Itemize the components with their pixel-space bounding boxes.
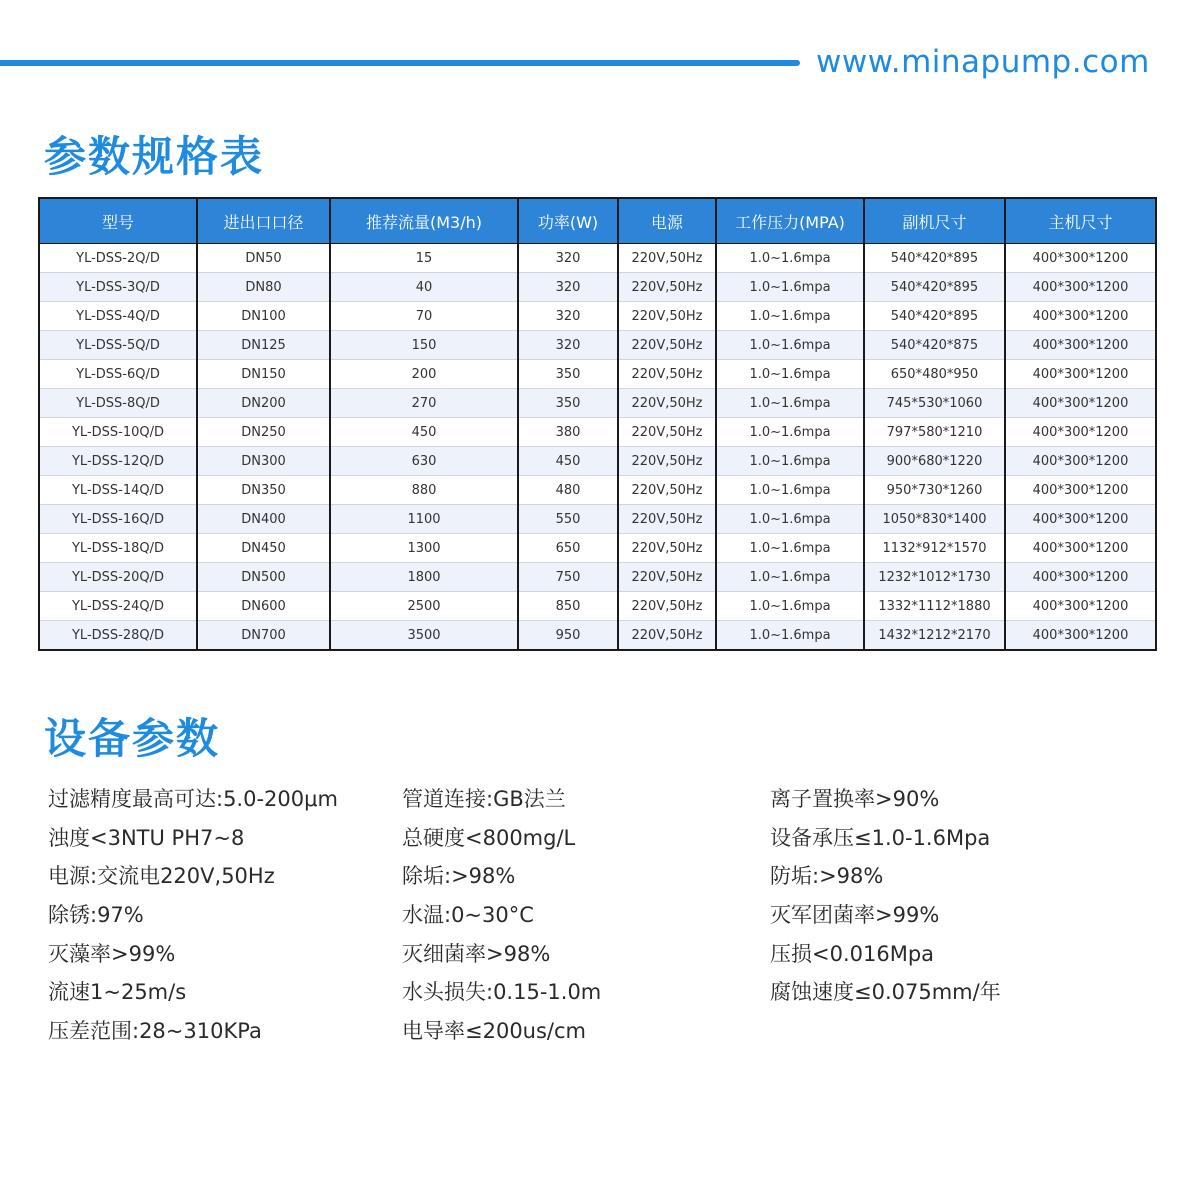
table-cell: DN500 — [197, 563, 330, 592]
param-item: 离子置换率>90% — [770, 787, 940, 811]
table-cell: 220V,50Hz — [618, 505, 716, 534]
table-cell: YL-DSS-28Q/D — [39, 621, 197, 651]
column-header: 工作压力(MPA) — [716, 198, 864, 244]
table-cell: DN150 — [197, 360, 330, 389]
table-cell: 220V,50Hz — [618, 447, 716, 476]
table-cell: YL-DSS-24Q/D — [39, 592, 197, 621]
table-cell: 220V,50Hz — [618, 621, 716, 651]
table-cell: 1.0~1.6mpa — [716, 302, 864, 331]
table-cell: 450 — [330, 418, 518, 447]
table-cell: 1.0~1.6mpa — [716, 331, 864, 360]
params-column-1 — [48, 780, 338, 1051]
table-cell: 220V,50Hz — [618, 360, 716, 389]
table-row — [39, 476, 1156, 505]
table-row — [39, 534, 1156, 563]
table-cell: 40 — [330, 273, 518, 302]
table-cell: 320 — [518, 273, 618, 302]
param-item: 管道连接:GB法兰 — [402, 787, 566, 811]
table-cell: 3500 — [330, 621, 518, 651]
table-cell: DN125 — [197, 331, 330, 360]
table-cell: 1332*1112*1880 — [864, 592, 1005, 621]
table-cell: 220V,50Hz — [618, 534, 716, 563]
table-cell: YL-DSS-10Q/D — [39, 418, 197, 447]
table-cell: 1.0~1.6mpa — [716, 563, 864, 592]
table-cell: 220V,50Hz — [618, 302, 716, 331]
table-cell: YL-DSS-18Q/D — [39, 534, 197, 563]
table-cell: 400*300*1200 — [1005, 476, 1156, 505]
table-cell: 850 — [518, 592, 618, 621]
param-item: 水温:0~30°C — [402, 903, 534, 928]
table-cell: 950*730*1260 — [864, 476, 1005, 505]
table-row — [39, 273, 1156, 302]
table-cell: 745*530*1060 — [864, 389, 1005, 418]
table-cell: 220V,50Hz — [618, 476, 716, 505]
table-cell: 400*300*1200 — [1005, 273, 1156, 302]
table-cell: 1.0~1.6mpa — [716, 389, 864, 418]
table-cell: 15 — [330, 244, 518, 273]
table-cell: 1300 — [330, 534, 518, 563]
table-row — [39, 592, 1156, 621]
param-item: 除锈:97% — [48, 903, 144, 928]
table-cell: DN300 — [197, 447, 330, 476]
table-cell: 450 — [518, 447, 618, 476]
table-row — [39, 331, 1156, 360]
table-cell: 350 — [518, 389, 618, 418]
table-cell: YL-DSS-6Q/D — [39, 360, 197, 389]
param-item: 浊度<3NTU PH7~8 — [48, 825, 245, 850]
spec-table — [38, 197, 1157, 651]
table-cell: 270 — [330, 389, 518, 418]
table-cell: 1132*912*1570 — [864, 534, 1005, 563]
table-cell: 1.0~1.6mpa — [716, 418, 864, 447]
table-cell: 400*300*1200 — [1005, 534, 1156, 563]
table-cell: 150 — [330, 331, 518, 360]
table-cell: 400*300*1200 — [1005, 244, 1156, 273]
param-item: 灭藻率>99% — [48, 941, 176, 966]
table-row — [39, 302, 1156, 331]
param-item: 除垢:>98% — [402, 864, 516, 889]
table-cell: 550 — [518, 505, 618, 534]
table-cell: 1232*1012*1730 — [864, 563, 1005, 592]
params-column-3 — [770, 780, 1001, 1012]
table-cell: 1432*1212*2170 — [864, 621, 1005, 651]
table-cell: 220V,50Hz — [618, 592, 716, 621]
table-cell: 220V,50Hz — [618, 418, 716, 447]
table-cell: 650*480*950 — [864, 360, 1005, 389]
param-item: 电导率≤200us/cm — [402, 1019, 587, 1044]
table-cell: 1100 — [330, 505, 518, 534]
param-item: 灭细菌率>98% — [402, 941, 551, 966]
param-item: 压损<0.016Mpa — [770, 941, 935, 966]
param-item: 腐蚀速度≤0.075mm/年 — [770, 980, 1001, 1005]
param-item: 防垢:>98% — [770, 864, 884, 889]
table-cell: 400*300*1200 — [1005, 418, 1156, 447]
table-cell: 320 — [518, 244, 618, 273]
table-cell: 320 — [518, 302, 618, 331]
table-cell: 540*420*895 — [864, 244, 1005, 273]
table-cell: 1.0~1.6mpa — [716, 592, 864, 621]
table-cell: 480 — [518, 476, 618, 505]
table-cell: 880 — [330, 476, 518, 505]
column-header: 进出口口径 — [197, 198, 330, 244]
param-item: 水头损失:0.15-1.0m — [402, 980, 602, 1005]
table-row — [39, 505, 1156, 534]
table-cell: 70 — [330, 302, 518, 331]
table-cell: YL-DSS-14Q/D — [39, 476, 197, 505]
table-cell: DN80 — [197, 273, 330, 302]
column-header: 副机尺寸 — [864, 198, 1005, 244]
table-cell: 630 — [330, 447, 518, 476]
table-cell: 797*580*1210 — [864, 418, 1005, 447]
table-cell: 1.0~1.6mpa — [716, 534, 864, 563]
table-cell: DN200 — [197, 389, 330, 418]
table-cell: 1.0~1.6mpa — [716, 447, 864, 476]
column-header: 推荐流量(M3/h) — [330, 198, 518, 244]
column-header: 功率(W) — [518, 198, 618, 244]
param-item: 设备承压≤1.0-1.6Mpa — [770, 825, 991, 850]
table-cell: 220V,50Hz — [618, 331, 716, 360]
table-cell: DN700 — [197, 621, 330, 651]
equipment-params — [48, 780, 1148, 1060]
table-cell: DN50 — [197, 244, 330, 273]
table-cell: 400*300*1200 — [1005, 505, 1156, 534]
table-row — [39, 244, 1156, 273]
table-cell: 400*300*1200 — [1005, 360, 1156, 389]
table-cell: DN600 — [197, 592, 330, 621]
table-cell: 1800 — [330, 563, 518, 592]
table-cell: 220V,50Hz — [618, 244, 716, 273]
table-cell: DN350 — [197, 476, 330, 505]
table-cell: 220V,50Hz — [618, 389, 716, 418]
table-cell: 220V,50Hz — [618, 563, 716, 592]
table-cell: 540*420*895 — [864, 273, 1005, 302]
table-cell: 1.0~1.6mpa — [716, 621, 864, 651]
table-cell: YL-DSS-20Q/D — [39, 563, 197, 592]
spec-table-title: 参数规格表 — [44, 132, 265, 181]
table-cell: 350 — [518, 360, 618, 389]
table-cell: 950 — [518, 621, 618, 651]
table-cell: 400*300*1200 — [1005, 621, 1156, 651]
column-header: 主机尺寸 — [1005, 198, 1156, 244]
table-cell: DN100 — [197, 302, 330, 331]
param-item: 总硬度<800mg/L — [402, 825, 576, 850]
table-cell: YL-DSS-16Q/D — [39, 505, 197, 534]
table-cell: 1.0~1.6mpa — [716, 273, 864, 302]
param-item: 灭军团菌率>99% — [770, 903, 940, 928]
table-cell: 750 — [518, 563, 618, 592]
param-item: 电源:交流电220V,50Hz — [48, 864, 275, 889]
header-accent-line — [0, 60, 800, 66]
table-cell: 320 — [518, 331, 618, 360]
table-cell: DN450 — [197, 534, 330, 563]
table-cell: 650 — [518, 534, 618, 563]
param-item: 流速1~25m/s — [48, 980, 187, 1005]
table-cell: 400*300*1200 — [1005, 563, 1156, 592]
table-cell: 400*300*1200 — [1005, 302, 1156, 331]
table-cell: 380 — [518, 418, 618, 447]
website-url[interactable]: www.minapump.com — [816, 44, 1150, 80]
table-cell: 1.0~1.6mpa — [716, 360, 864, 389]
table-cell: 1.0~1.6mpa — [716, 244, 864, 273]
table-cell: 1050*830*1400 — [864, 505, 1005, 534]
table-cell: YL-DSS-8Q/D — [39, 389, 197, 418]
table-cell: YL-DSS-5Q/D — [39, 331, 197, 360]
table-cell: 540*420*895 — [864, 302, 1005, 331]
table-cell: DN400 — [197, 505, 330, 534]
table-cell: 2500 — [330, 592, 518, 621]
table-cell: DN250 — [197, 418, 330, 447]
table-cell: 1.0~1.6mpa — [716, 505, 864, 534]
equipment-params-title: 设备参数 — [44, 714, 221, 763]
column-header: 型号 — [39, 198, 197, 244]
table-cell: YL-DSS-12Q/D — [39, 447, 197, 476]
column-header: 电源 — [618, 198, 716, 244]
table-cell: 400*300*1200 — [1005, 389, 1156, 418]
table-cell: YL-DSS-2Q/D — [39, 244, 197, 273]
table-cell: 220V,50Hz — [618, 273, 716, 302]
table-cell: 400*300*1200 — [1005, 447, 1156, 476]
table-cell: 1.0~1.6mpa — [716, 476, 864, 505]
table-cell: 200 — [330, 360, 518, 389]
table-cell: 400*300*1200 — [1005, 592, 1156, 621]
table-row — [39, 389, 1156, 418]
param-item: 过滤精度最高可达:5.0-200μm — [48, 787, 338, 811]
table-cell: 540*420*875 — [864, 331, 1005, 360]
table-row — [39, 621, 1156, 651]
table-row — [39, 418, 1156, 447]
param-item: 压差范围:28~310KPa — [48, 1019, 262, 1044]
table-cell: YL-DSS-3Q/D — [39, 273, 197, 302]
table-cell: 400*300*1200 — [1005, 331, 1156, 360]
table-cell: 900*680*1220 — [864, 447, 1005, 476]
params-column-2 — [402, 780, 601, 1051]
table-row — [39, 447, 1156, 476]
table-row — [39, 360, 1156, 389]
spec-table-header-row — [39, 198, 1156, 244]
table-row — [39, 563, 1156, 592]
table-cell: YL-DSS-4Q/D — [39, 302, 197, 331]
